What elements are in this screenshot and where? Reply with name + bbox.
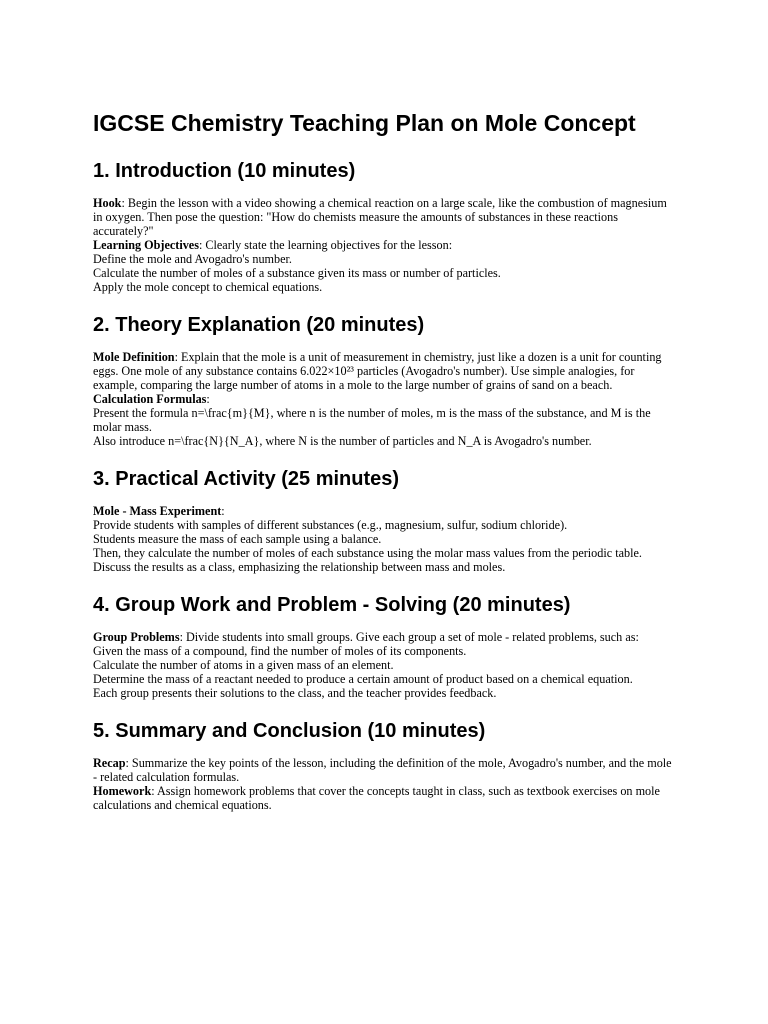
paragraph: Apply the mole concept to chemical equations.	[93, 280, 323, 294]
paragraph: Also introduce n=\frac{N}{N_A}, where N is the number of particles and N_A is Avogadro's number.	[93, 434, 592, 448]
paragraph-text: :	[221, 504, 225, 518]
document-page	[93, 108, 678, 830]
section-theory	[93, 312, 678, 448]
paragraph-text: :	[206, 392, 210, 406]
section-heading: 2. Theory Explanation (20 minutes)	[93, 314, 425, 336]
paragraph-text: : Begin the lesson with a video showing a chemical reaction on a large scale, like the combustion of magnesium in oxygen. Then pose the question: "How do chemists measure the amounts of substances in these reactions accurately?"	[93, 196, 667, 238]
paragraph: Provide students with samples of different substances (e.g., magnesium, sulfur, sodium chloride).	[93, 518, 568, 532]
paragraph	[93, 238, 678, 252]
document-title: IGCSE Chemistry Teaching Plan on Mole Concept	[93, 110, 636, 136]
paragraph-text: : Summarize the key points of the lesson, including the definition of the mole, Avogadro's number, and the mole - related calculation formulas.	[93, 756, 672, 784]
section-body	[93, 630, 678, 700]
paragraph: Each group presents their solutions to the class, and the teacher provides feedback.	[93, 686, 497, 700]
bold-label: Hook	[93, 196, 122, 210]
bold-label: Mole - Mass Experiment	[93, 504, 222, 518]
section-body	[93, 504, 678, 574]
paragraph	[93, 756, 678, 784]
section-body	[93, 350, 678, 448]
section-heading: 1. Introduction (10 minutes)	[93, 160, 356, 182]
section-heading: 5. Summary and Conclusion (10 minutes)	[93, 720, 486, 742]
paragraph: Discuss the results as a class, emphasizing the relationship between mass and moles.	[93, 560, 506, 574]
paragraph	[93, 784, 678, 812]
section-body	[93, 196, 678, 294]
section-summary	[93, 718, 678, 812]
paragraph: Given the mass of a compound, find the number of moles of its components.	[93, 644, 467, 658]
bold-label: Calculation Formulas	[93, 392, 207, 406]
paragraph	[93, 392, 678, 406]
paragraph-text: : Explain that the mole is a unit of measurement in chemistry, just like a dozen is a unit for counting eggs. One mole of any substance contains 6.022×10²³ particles (Avogadro's number). Use simple analogies, for example, comparing the large number of atoms in a mole to the large number of grains of sand on a beach.	[93, 350, 662, 392]
bold-label: Homework	[93, 784, 152, 798]
paragraph-text: : Divide students into small groups. Give each group a set of mole - related problems, such as:	[179, 630, 639, 644]
paragraph	[93, 630, 678, 644]
bold-label: Mole Definition	[93, 350, 175, 364]
section-group-work	[93, 592, 678, 700]
paragraph: Determine the mass of a reactant needed to produce a certain amount of product based on a chemical equation.	[93, 672, 633, 686]
section-practical	[93, 466, 678, 574]
paragraph: Present the formula n=\frac{m}{M}, where n is the number of moles, m is the mass of the substance, and M is the molar mass.	[93, 406, 651, 434]
section-heading: 3. Practical Activity (25 minutes)	[93, 468, 400, 490]
paragraph: Students measure the mass of each sample using a balance.	[93, 532, 382, 546]
paragraph-text: : Assign homework problems that cover the concepts taught in class, such as textbook exercises on mole calculations and chemical equations.	[93, 784, 660, 812]
section-introduction	[93, 158, 678, 294]
paragraph-text: : Clearly state the learning objectives for the lesson:	[198, 238, 453, 252]
paragraph: Calculate the number of atoms in a given mass of an element.	[93, 658, 394, 672]
bold-label: Learning Objectives	[93, 238, 199, 252]
paragraph	[93, 504, 678, 518]
paragraph	[93, 196, 678, 238]
section-heading: 4. Group Work and Problem - Solving (20 minutes)	[93, 594, 571, 616]
paragraph: Define the mole and Avogadro's number.	[93, 252, 292, 266]
paragraph: Calculate the number of moles of a substance given its mass or number of particles.	[93, 266, 501, 280]
paragraph: Then, they calculate the number of moles of each substance using the molar mass values from the periodic table.	[93, 546, 642, 560]
bold-label: Recap	[93, 756, 126, 770]
section-body	[93, 756, 678, 812]
paragraph	[93, 350, 678, 392]
bold-label: Group Problems	[93, 630, 180, 644]
